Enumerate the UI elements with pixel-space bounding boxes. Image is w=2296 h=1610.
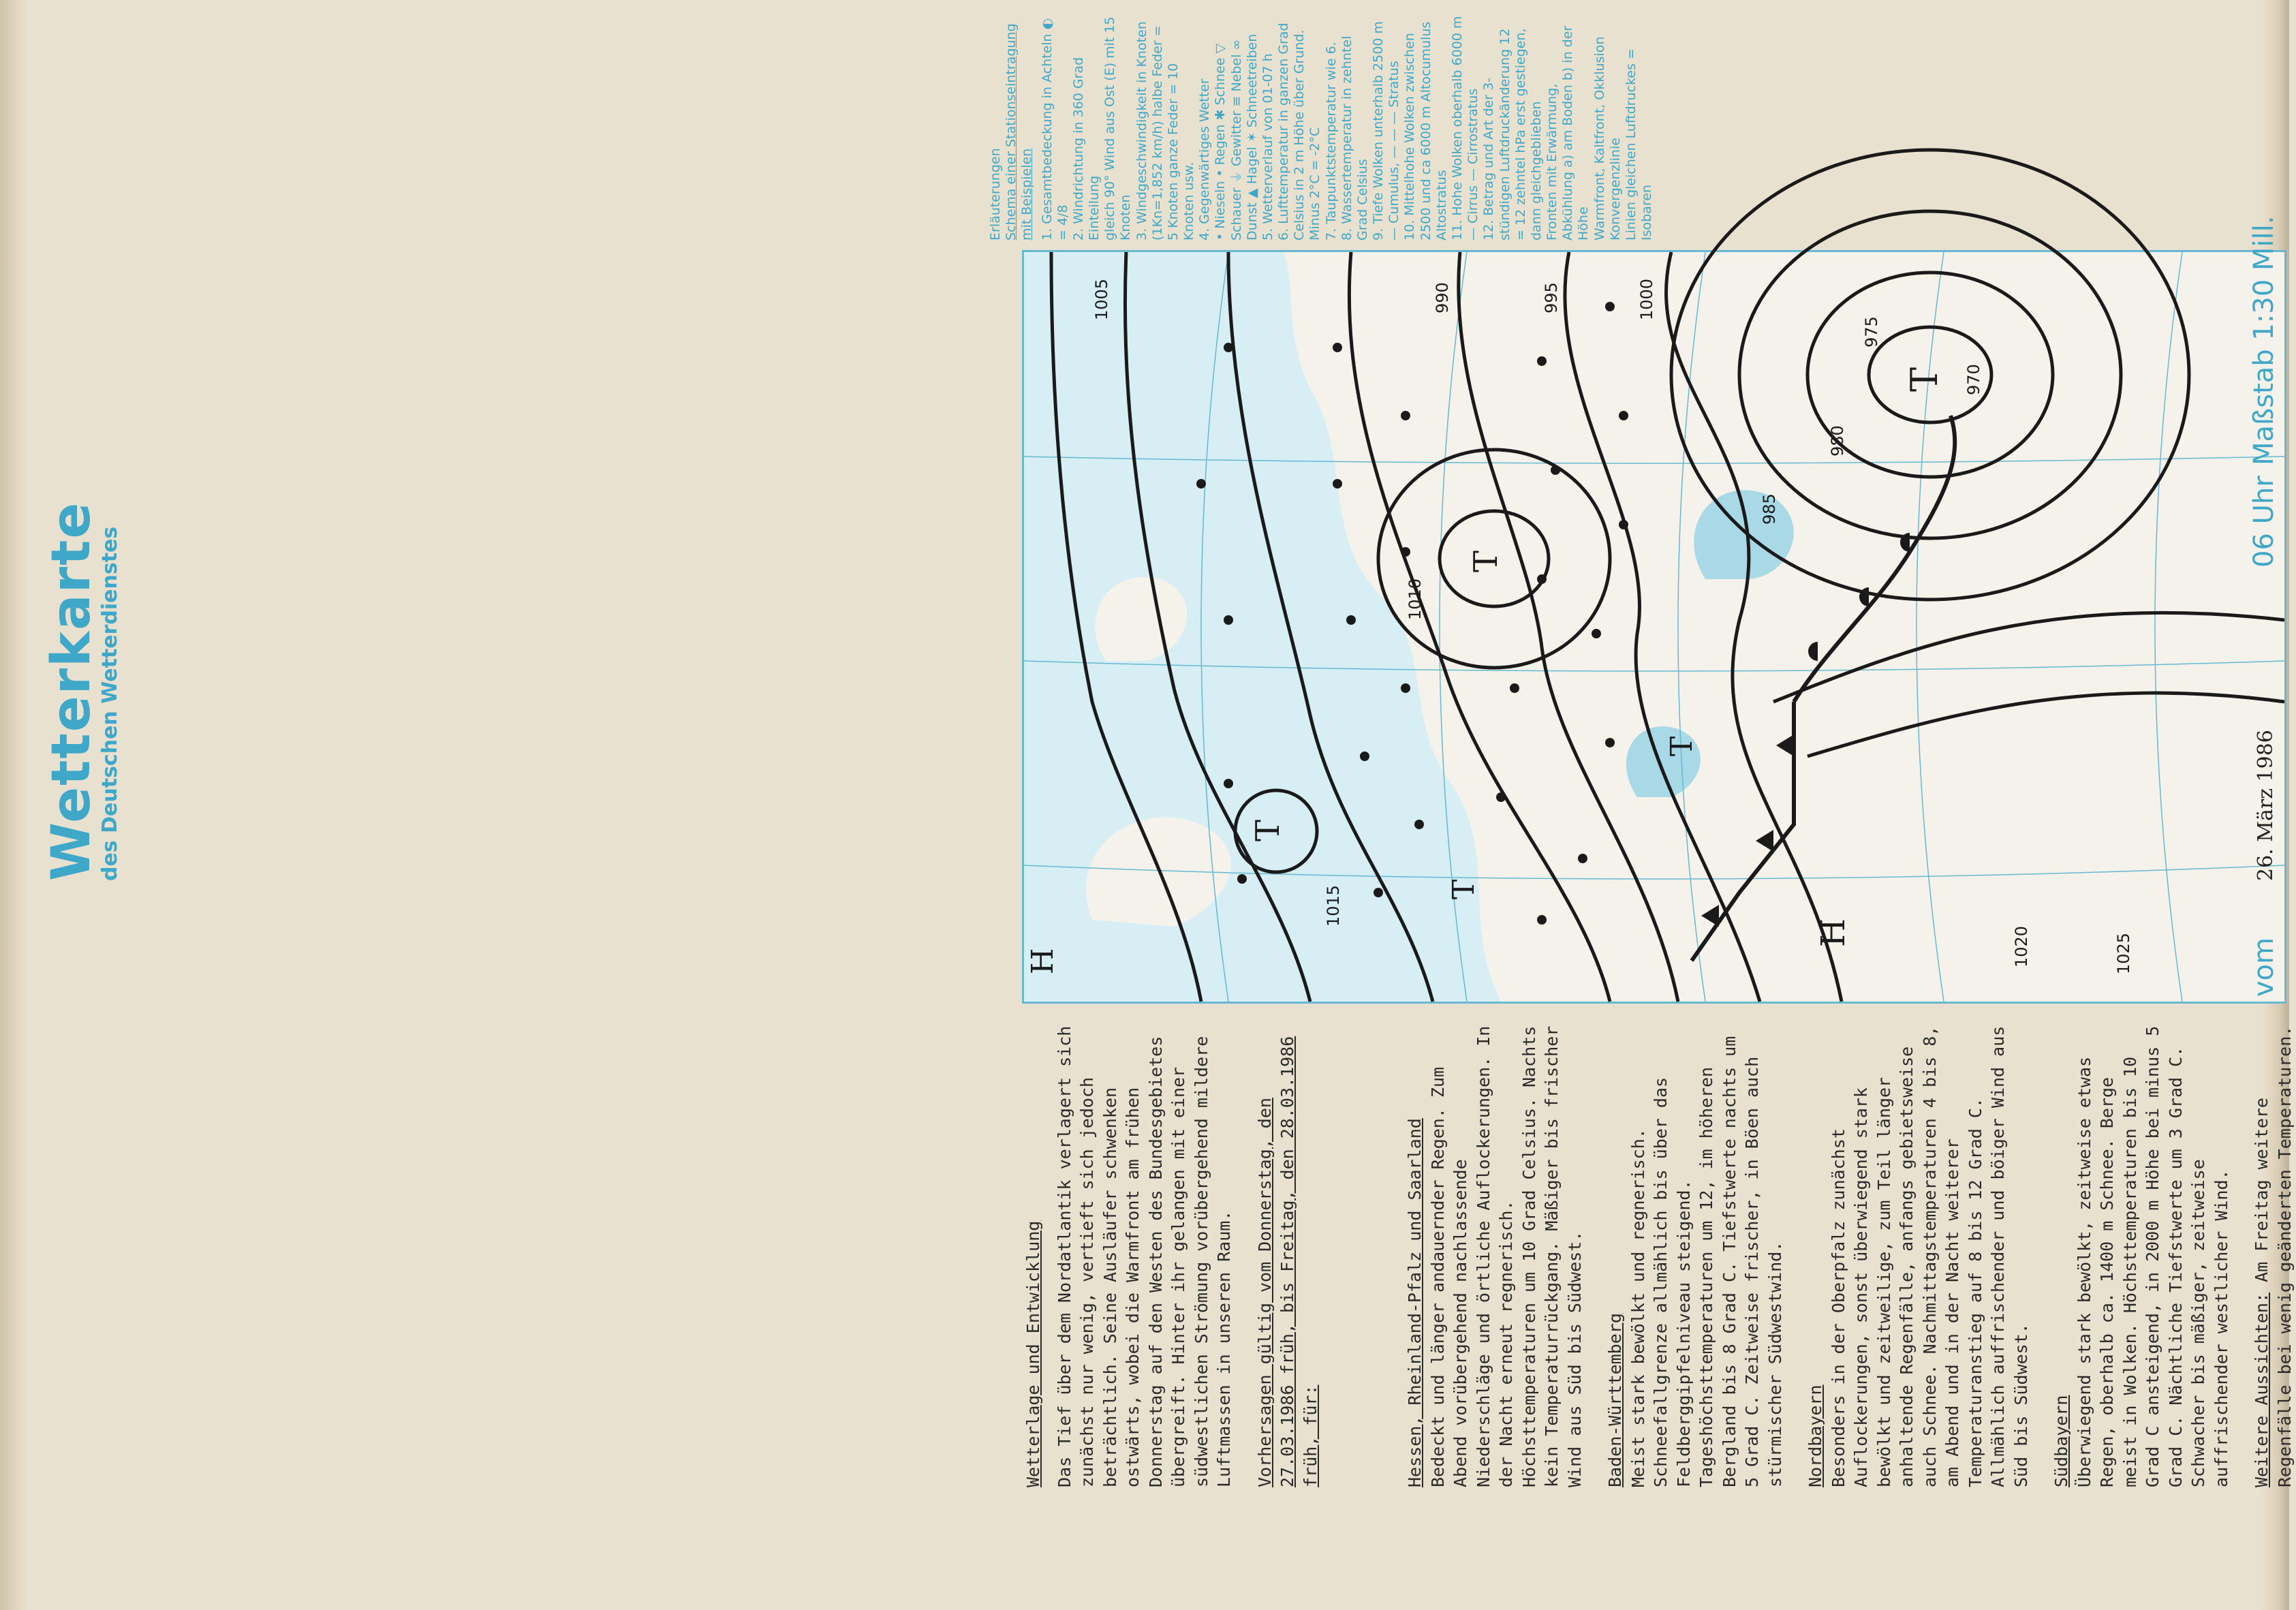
forecast-region [1804,1017,2032,1487]
legend-item: • Nieseln • Regen ✱ Schnee ▽ Schauer ⏚ Gewitter ≡ Nebel ∞ Dunst ▲ Hagel ✶ Schneetreiben [1213,33,1260,241]
forecast-region [2050,1017,2233,1487]
weather-map [1022,250,2286,1004]
isobar-value: 980 [1828,425,1847,456]
isobar-value: 985 [1760,493,1779,525]
isobar-value: 970 [1964,364,1983,395]
map-time: 06 Uhr [2248,476,2280,568]
outlook [2250,1017,2296,1487]
legend-item: 6. Lufttemperatur in ganzen Grad Celsius in 2 m Höhe über Grund. Minus 2°C = -2°C [1276,18,1323,241]
pressure-label-low: T [1467,550,1505,572]
region-text: Bedeckt und länger andauernder Regen. Zum Abend vorübergehend nachlassende Niederschläge und örtliche Auflockerungen. In der Nacht erneut regnerisch. Höchsttemperaturen um 10 Grad Celsius. Nachts kein Temperaturrückgang. Mäßiger bis frischer Wind aus Süd bis Südwest. [1427,1025,1585,1487]
legend-item: Warmfront, Kaltfront, Okklusion [1592,36,1607,241]
pressure-label-low: T [1249,819,1287,841]
region-text: Überwiegend stark bewölkt, zeitweise etwas Regen, oberhalb ca. 1400 m Schnee. Berge meist in Wolken. Höchsttemperaturen bis 10 Grad C ansteigend, in 2000 m Höhe bei minus 5 Grad C. Nächtliche Tiefstwerte um 3 Grad C. Schwacher bis mäßiger, zeitweise auffrischender westlicher Wind. [2074,1025,2231,1487]
map-vom-label: vom [2248,937,2280,997]
forecast-region [1604,1017,1786,1487]
legend-item: 4. Gegenwärtiges Wetter [1197,78,1213,241]
map-scale: Maßstab 1:30 Mill. [2248,215,2280,465]
legend-item: 12. Betrag und Art der 3-stündigen Luftdruckänderung 12 = 12 zehntel hPa erst gestiegen, dann gleichgeblieben [1481,24,1544,241]
isobar-value: 1005 [1092,278,1111,320]
legend-item: gleich 90° Wind aus Ost (E) mit 15 Knoten [1102,12,1134,241]
isobar-value: 1020 [2012,925,2031,967]
page-subtitle: des Deutschen Wetterdienstes [98,526,122,881]
outlook-text: Am Freitag weitere Regenfälle bei wenig geänderten Temperaturen. [2252,1025,2295,1487]
region-name: Hessen, Rheinland-Pfalz und Saarland [1405,1118,1425,1487]
weather-situation: Das Tief über dem Nordatlantik verlagert sich zunächst nur wenig, vertieft sich jedoch beträchtlich. Seine Ausläufer schwenken ostwärts, wobei die Warmfront am frühen Donnerstag auf den Westen des Bundesgebietes übergreift. Hinter ihr gelangen mit einer südwestlichen Strömung vorübergehend mildere Luftmassen in unseren Raum. [1054,1025,1234,1487]
title-block [41,472,122,881]
pressure-label-low: T [1903,367,1946,392]
isobar-value: 990 [1433,282,1452,313]
legend-item: 2. Windrichtung in 360 Grad Einteilung [1070,52,1102,241]
region-name: Nordbayern [1805,1384,1825,1487]
forecast-heading: Vorhersagen gültig vom Donnerstag, den 27.03.1986 früh, bis Freitag, den 28.03.1986 früh, für: [1254,1036,1320,1487]
legend-item: Konvergenzlinie [1607,138,1623,241]
region-text: Meist stark bewölkt und regnerisch. Schneefallgrenze allmählich bis über das Feldberggipfelniveau steigend. Tageshöchsttemperaturen um 12, im höheren Bergland bis 8 Grad C. Tiefstwerte nachts um 5 Grad C. Zeitweise frischer, in Böen auch stürmischer Südwestwind. [1628,1036,1785,1487]
legend-heading: Erläuterungen [988,148,1003,241]
legend [988,12,1655,241]
pressure-label-high: H [1814,918,1852,947]
legend-item: 11. Hohe Wolken oberhalb 6000 m — Cirrus — Cirrostratus [1449,12,1481,241]
section-heading: Wetterlage und Entwicklung [1023,1220,1043,1487]
legend-item: 7. Taupunktstemperatur wie 6. [1323,42,1339,241]
forecast-list [1403,1017,2296,1487]
legend-item: Fronten mit Erwärmung, Abkühlung a) am Boden b) in der Höhe [1545,21,1592,241]
legend-item: 10. Mittelhohe Wolken zwischen 2500 und ca 6000 m Altocumulus Altostratus [1402,17,1449,241]
page-title: Wetterkarte [41,501,102,881]
isobar-value: 975 [1862,316,1881,347]
island-shape [1095,577,1187,661]
legend-item: 9. Tiefe Wolken unterhalb 2500 m — Cumulus, — — — Stratus [1371,17,1402,241]
legend-item: 8. Wassertemperatur in zehntel Grad Celsius [1339,31,1370,241]
map-graphic [1024,252,2284,1002]
text-block-upper [1022,1017,1335,1487]
outlook-label: Weitere Aussichten: [2252,1292,2271,1487]
isobar-value: 1010 [1406,578,1425,620]
legend-item: 5. Wetterverlauf von 01-07 h [1260,53,1275,241]
isobar-value: 995 [1542,282,1561,313]
map-date: 26. März 1986 [2254,730,2278,881]
pressure-label-high: H [1025,948,1060,974]
region-name: Südbayern [2051,1395,2071,1487]
isobar-value: 1000 [1637,278,1656,320]
legend-item: Linien gleichen Luftdruckes = Isobaren [1623,44,1655,241]
region-text: Besonders in der Oberpfalz zunächst Auflockerungen, sonst überwiegend stark bewölkt und zeitweilige, zum Teil länger anhaltende Regenfälle, anfangs gebietsweise auch Schnee. Nachmittagstemperaturen 4 bis 8, am Abend und in der Nacht weiterer Temperaturanstieg auf 8 bis 12 Grad C. Allmählich auffrischender und böiger Wind aus Süd bis Südwest. [1828,1025,2031,1487]
legend-subheading: Schema einer Stationseintragung mit Beispielen [1004,23,1035,241]
pressure-label-low: T [1664,736,1699,756]
isobar-value: 1025 [2114,932,2133,974]
forecast-region [1403,1017,1586,1487]
legend-item: 3. Windgeschwindigkeit in Knoten (1Kn=1,852 km/h) halbe Feder = 5 Knoten ganze Feder = 10 Knoten usw. [1134,17,1197,241]
legend-item: 1. Gesamtbedeckung in Achteln ◐ = 4/8 [1039,14,1070,241]
region-name: Baden-Württemberg [1605,1313,1625,1487]
isobar-value: 1015 [1324,884,1343,927]
pressure-label-low: T [1446,879,1481,899]
continent-shape [1283,252,2284,1002]
